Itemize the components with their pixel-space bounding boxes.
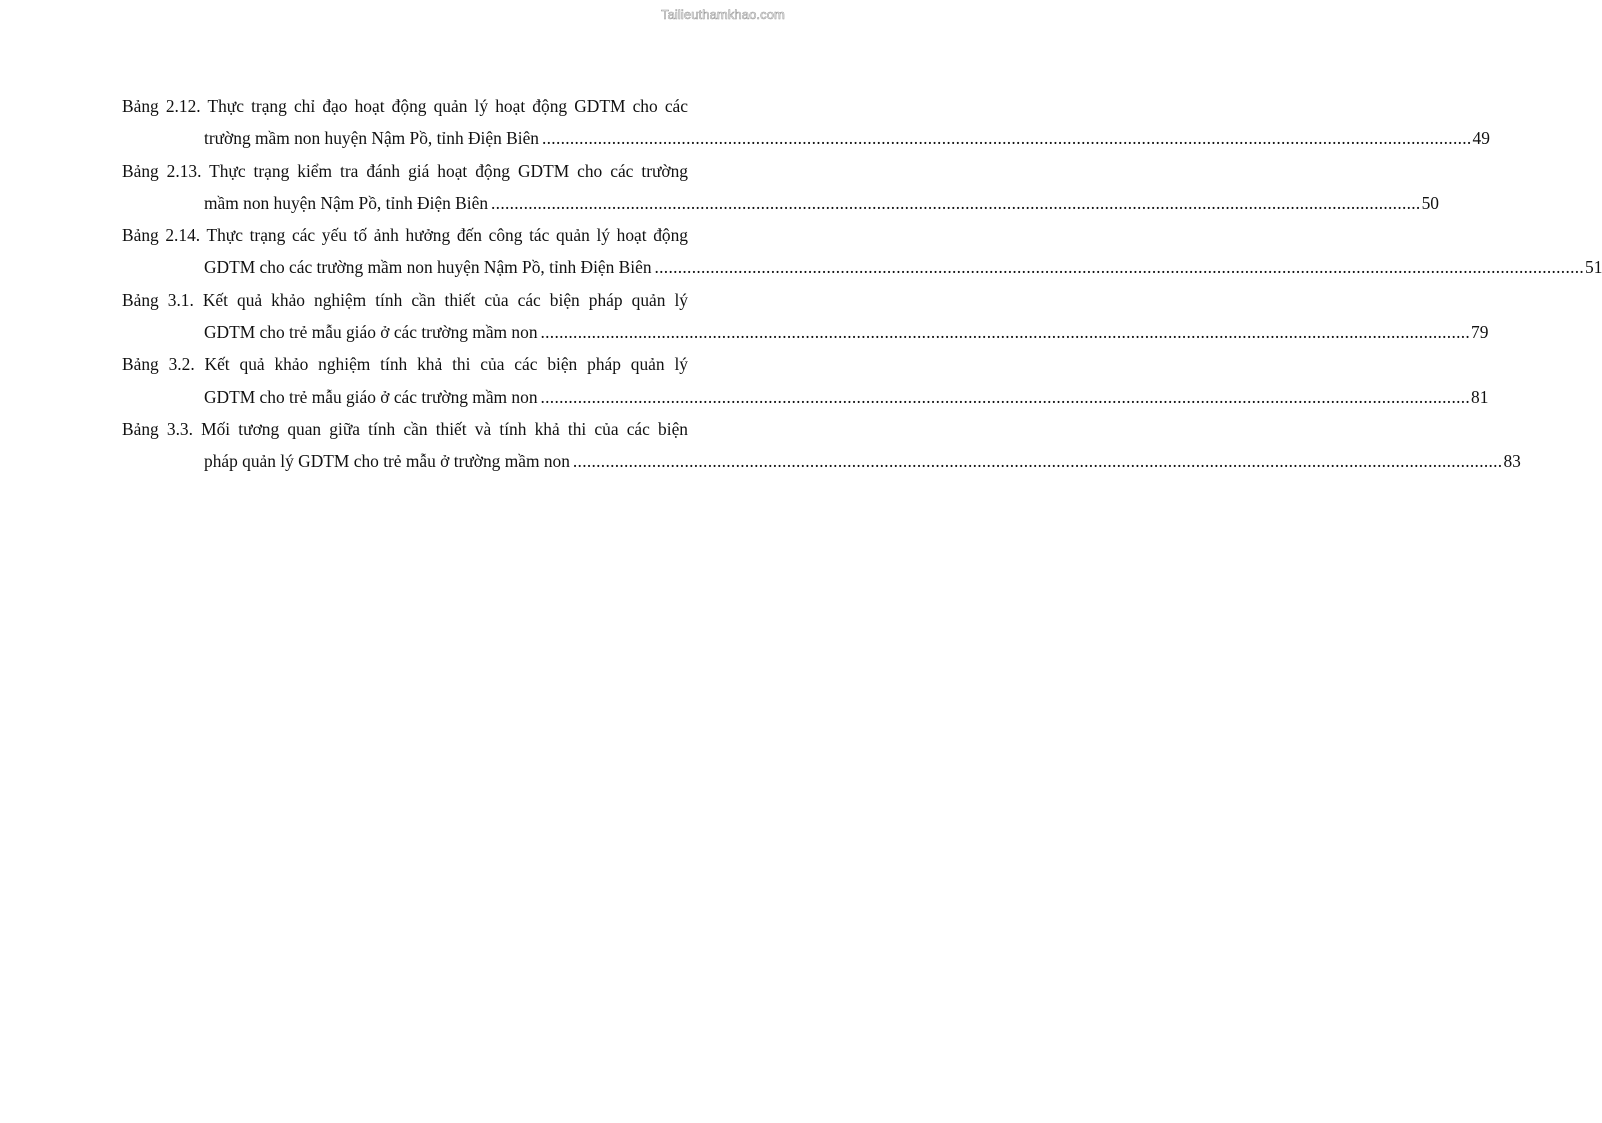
table-of-tables bbox=[122, 90, 1602, 478]
toc-entry bbox=[122, 348, 1489, 413]
toc-entry-title-continued: GDTM cho các trường mầm non huyện Nậm Pồ, tỉnh Điện Biên bbox=[204, 257, 652, 278]
toc-entry bbox=[122, 90, 1490, 155]
toc-page-number: 51 bbox=[1585, 257, 1602, 278]
toc-entry-title: Bảng 3.1. Kết quả khảo nghiệm tính cần thiết của các biện pháp quản lý bbox=[122, 289, 688, 310]
toc-entry-title-continued: GDTM cho trẻ mẫu giáo ở các trường mầm non bbox=[204, 322, 538, 343]
toc-page-number: 81 bbox=[1471, 386, 1489, 407]
toc-entry bbox=[122, 284, 1489, 349]
toc-page-number: 79 bbox=[1471, 322, 1489, 343]
toc-entry bbox=[122, 219, 1602, 284]
watermark-text: Tailieuthamkhao.com bbox=[660, 7, 785, 22]
toc-entry-title-continued: mầm non huyện Nậm Pồ, tỉnh Điện Biên bbox=[204, 192, 489, 213]
toc-entry-title: Bảng 2.12. Thực trạng chỉ đạo hoạt động quản lý hoạt động GDTM cho các bbox=[122, 96, 688, 116]
toc-entry-title-continued: pháp quản lý GDTM cho trẻ mẫu ở trường mầm non bbox=[204, 451, 570, 472]
toc-entry-title: Bảng 3.3. Mối tương quan giữa tính cần thiết và tính khả thi của các biện bbox=[122, 418, 688, 439]
toc-entry-title: Bảng 2.14. Thực trạng các yếu tố ảnh hưởng đến công tác quản lý hoạt động bbox=[122, 225, 688, 246]
dot-leader: ........................................................................................................................................................................................................ bbox=[540, 386, 1471, 407]
toc-entry bbox=[122, 155, 1439, 220]
toc-page-number: 83 bbox=[1503, 451, 1521, 472]
dot-leader: ........................................................................................................................................................................................................ bbox=[654, 257, 1585, 278]
toc-entry-title: Bảng 3.2. Kết quả khảo nghiệm tính khả thi của các biện pháp quản lý bbox=[122, 354, 688, 375]
toc-entry bbox=[122, 413, 1521, 478]
toc-entry-title: Bảng 2.13. Thực trạng kiểm tra đánh giá hoạt động GDTM cho các trường bbox=[122, 160, 688, 181]
toc-page-number: 50 bbox=[1421, 192, 1439, 213]
dot-leader: ........................................................................................................................................................................................................ bbox=[542, 128, 1472, 149]
toc-page-number: 49 bbox=[1472, 128, 1490, 149]
dot-leader: ........................................................................................................................................................................................................ bbox=[572, 451, 1503, 472]
toc-entry-title-continued: trường mầm non huyện Nậm Pồ, tỉnh Điện Biên bbox=[204, 128, 539, 149]
dot-leader: ........................................................................................................................................................................................................ bbox=[540, 322, 1471, 343]
toc-entry-title-continued: GDTM cho trẻ mẫu giáo ở các trường mầm non bbox=[204, 386, 538, 407]
dot-leader: ........................................................................................................................................................................................................ bbox=[491, 192, 1421, 213]
